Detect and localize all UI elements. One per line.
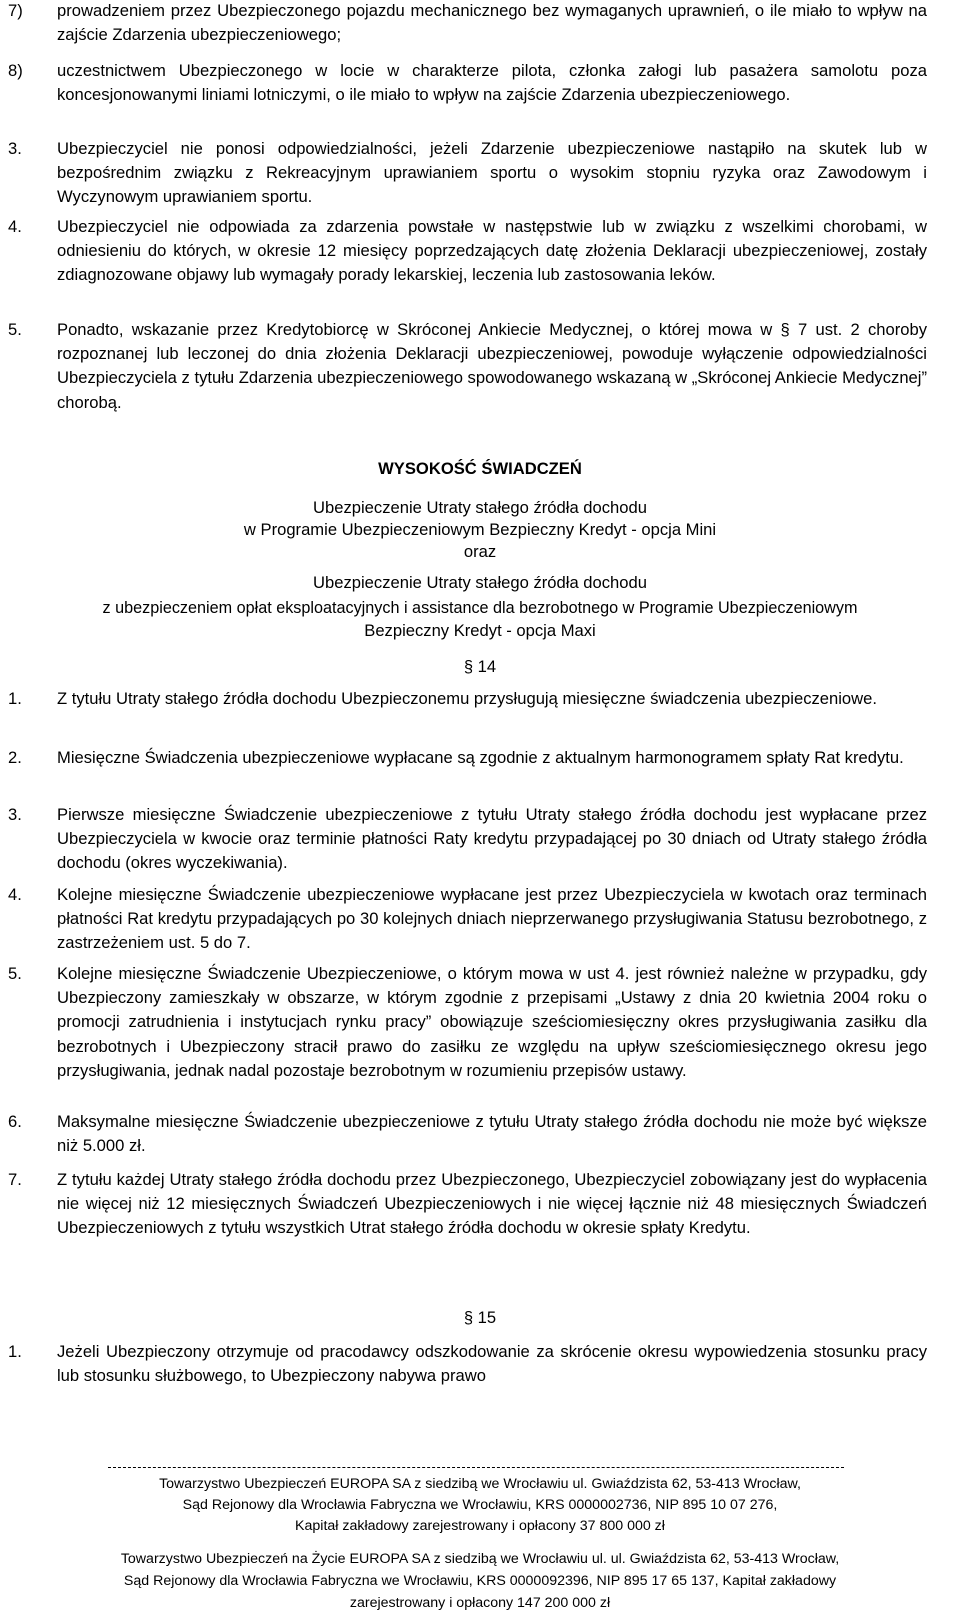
paragraph-mark: § 15 [463,1308,497,1327]
heading-line: oraz [463,542,497,561]
list-item [8,1340,956,1388]
heading-line: Ubezpieczenie Utraty stałego źródła dochodu [313,498,647,517]
item-text: Maksymalne miesięczne Świadczenie ubezpieczeniowe z tytułu Utraty stałego źródła dochodu nie może być większe niż 5.000 zł. [57,1112,927,1156]
item-number: 1. [8,1342,22,1361]
item-number: 2. [8,748,22,767]
item-text: uczestnictwem Ubezpieczonego w locie w charakterze pilota, członka załogi lub pasażera samolotu poza koncesjonowanymi liniami lotniczymi, o ile miało to wpływ na zajście Zdarzenia ubezpieczeniowego. [57,61,927,105]
item-text: prowadzeniem przez Ubezpieczonego pojazdu mechanicznego bez wymaganych uprawnień, o ile miało to wpływ na zajście Zdarzenia ubezpieczeniowego; [57,1,927,45]
item-text: Ponadto, wskazanie przez Kredytobiorcę w Skróconej Ankiecie Medycznej, o której mowa w § 7 ust. 2 choroby rozpoznanej lub leczonej do dnia złożenia Deklaracji ubezpieczeniowej, powoduje wyłączenie odpowiedzialności Ubezpieczyciela z tytułu Zdarzenia ubezpieczeniowego spowodowanego wskazaną w „Skróconej Ankiecie Medycznej” chorobą. [57,320,927,412]
footer-line: zarejestrowany i opłacony 147 200 000 zł [349,1595,611,1611]
item-text: Kolejne miesięczne Świadczenie Ubezpieczeniowe, o którym mowa w ust 4. jest również należne w przypadku, gdy Ubezpieczony zamieszkały w obszarze, w którym zgodnie z przepisami „Ustawy z dnia 20 kwietnia 2004 roku o promocji zatrudnienia i instytucjach rynku pracy” obowiązuje sześciomiesięczny okres przysługiwania zasiłku dla bezrobotnych i Ubezpieczony stracił prawo do zasiłku ze względu na upływ sześciomiesięcznego okresu jego przysługiwania, jednak nadal pozostaje bezrobotnym w rozumieniu przepisów ustawy. [57,964,927,1080]
item-number: 5. [8,964,22,983]
list-item [8,803,956,876]
item-text: Kolejne miesięczne Świadczenie ubezpieczeniowe wypłacane jest przez Ubezpieczyciela w kwotach oraz terminach płatności Rat kredytu przypadających po 30 kolejnych dniach nieprzerwanego przysługiwania Statusu bezrobotnego, z zastrzeżeniem ust. 5 do 7. [57,885,927,953]
list-item [8,1168,956,1241]
list-item [8,59,956,107]
list-item [8,0,956,47]
item-number: 3. [8,805,22,824]
item-number: 6. [8,1112,22,1131]
item-text: Jeżeli Ubezpieczony otrzymuje od pracodawcy odszkodowanie za skrócenie okresu wypowiedzenia stosunku pracy lub stosunku służbowego, to Ubezpieczony nabywa prawo [57,1342,927,1386]
heading-line: Bezpieczny Kredyt - opcja Maxi [364,621,596,640]
heading-line: Ubezpieczenie Utraty stałego źródła dochodu [313,573,647,592]
item-text: Ubezpieczyciel nie odpowiada za zdarzenia powstałe w następstwie lub w związku z wszelkimi chorobami, w odniesieniu do których, w okresie 12 miesięcy poprzedzających datę złożenia Deklaracji ubezpieczeniowej, zostały zdiagnozowane objawy lub wymagały porady lekarskiej, leczenia lub zastosowania leków. [57,217,927,285]
list-item [8,883,956,956]
item-number: 7) [8,1,23,20]
footer-line: Sąd Rejonowy dla Wrocławia Fabryczna we Wrocławiu, KRS 0000092396, NIP 895 17 65 137, Kapitał zakładowy [123,1573,837,1589]
list-item [8,687,956,711]
section-heading: WYSOKOŚĆ ŚWIADCZEŃ [378,459,582,478]
item-text: Z tytułu Utraty stałego źródła dochodu Ubezpieczonemu przysługują miesięczne świadczenia ubezpieczeniowe. [57,689,877,708]
paragraph-mark: § 14 [463,657,497,676]
item-number: 4. [8,885,22,904]
footer-line: Towarzystwo Ubezpieczeń na Życie EUROPA SA z siedzibą we Wrocławiu ul. ul. Gwiaździsta 62, 53-413 Wrocław, [120,1551,840,1567]
item-number: 4. [8,217,22,236]
item-text: Miesięczne Świadczenia ubezpieczeniowe wypłacane są zgodnie z aktualnym harmonogramem spłaty Rat kredytu. [57,748,904,767]
item-number: 8) [8,61,23,80]
item-number: 1. [8,689,22,708]
list-item [8,215,956,288]
list-item [8,137,956,210]
item-text: Ubezpieczyciel nie ponosi odpowiedzialności, jeżeli Zdarzenie ubezpieczeniowe nastąpiło na skutek lub w bezpośrednim związku z Rekreacyjnym uprawianiem sportu o wysokim stopniu ryzyka oraz Zawodowym i Wyczynowym uprawianiem sportu. [57,139,927,207]
list-item [8,1110,956,1158]
list-item [8,318,956,415]
item-number: 5. [8,320,22,339]
footer-divider [108,1467,844,1468]
item-number: 7. [8,1170,22,1189]
list-item [8,746,956,770]
item-text: Z tytułu każdej Utraty stałego źródła dochodu przez Ubezpieczonego, Ubezpieczyciel zobowiązany jest do wypłacenia nie więcej niż 12 miesięcznych Świadczeń Ubezpieczeniowych i nie więcej łącznie niż 48 miesięcznych Świadczeń Ubezpieczeniowych z tytułu wszystkich Utrat stałego źródła dochodu w okresie spłaty Kredytu. [57,1170,927,1238]
footer-line: Sąd Rejonowy dla Wrocławia Fabryczna we Wrocławiu, KRS 0000002736, NIP 895 10 07 276, [182,1497,778,1513]
heading-line: z ubezpieczeniem opłat eksploatacyjnych i assistance dla bezrobotnego w Programie Ubezpieczeniowym [102,599,858,617]
footer-line: Towarzystwo Ubezpieczeń EUROPA SA z siedzibą we Wrocławiu ul. Gwiaździsta 62, 53-413 Wrocław, [159,1476,801,1492]
heading-line: w Programie Ubezpieczeniowym Bezpieczny Kredyt - opcja Mini [243,520,717,539]
item-text: Pierwsze miesięczne Świadczenie ubezpieczeniowe z tytułu Utraty stałego źródła dochodu jest wypłacane przez Ubezpieczyciela w kwocie oraz terminie płatności Raty kredytu przypadającej po 30 dniach od Utraty stałego źródła dochodu (okres wyczekiwania). [57,805,927,873]
list-item [8,962,956,1083]
item-number: 3. [8,139,22,158]
footer-line: Kapitał zakładowy zarejestrowany i opłacony 37 800 000 zł [295,1518,665,1534]
